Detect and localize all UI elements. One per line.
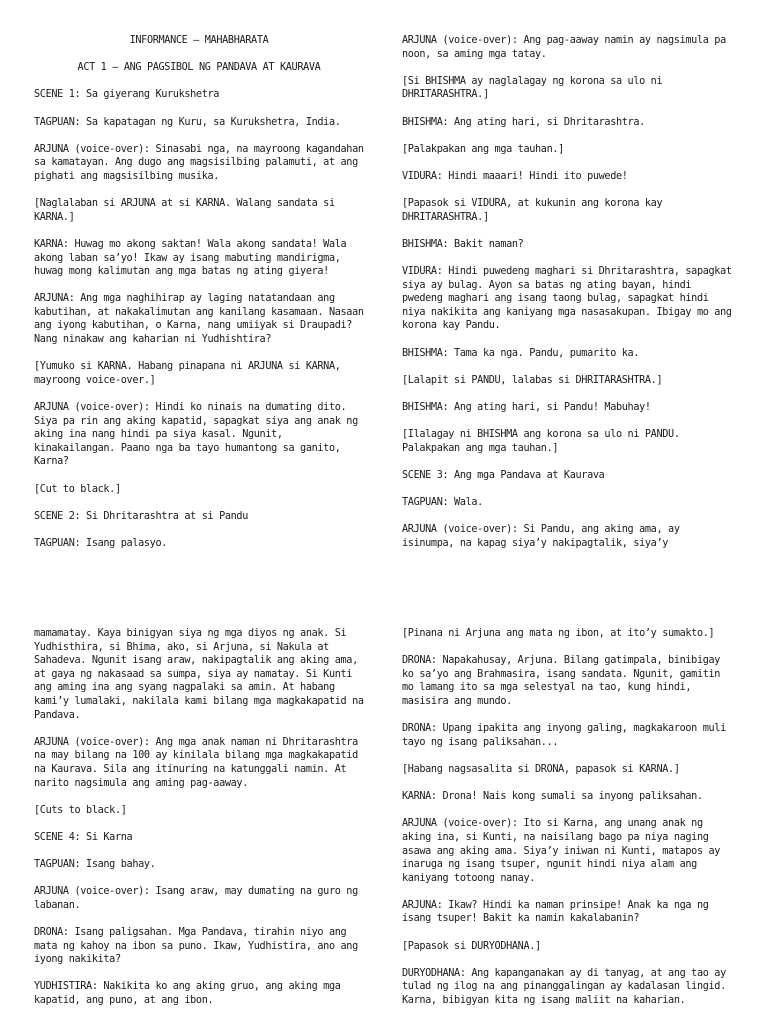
dialogue-paragraph: DRONA: Isang paligsahan. Mga Pandava, tirahin niyo ang mata ng kahoy na ibon sa puno. Ikaw, Yudhistira, ano ang iyong nakikita? bbox=[34, 927, 364, 966]
stage-direction: [Cut to black.] bbox=[34, 483, 121, 495]
dialogue-paragraph: KARNA: Huwag mo akong saktan! Wala akong sandata! Wala akong laban sa’yo! Ikaw ay isang mabuting mandirigma, huwag mong kalimutan ang mga batas ng ating giyera! bbox=[34, 238, 353, 278]
scene-heading: SCENE 3: Ang mga Pandava at Kaurava bbox=[402, 470, 605, 481]
stage-direction: [Naglalaban si ARJUNA at si KARNA. Walang sandata si KARNA.] bbox=[34, 198, 341, 223]
setting-line: TAGPUAN: Isang bahay. bbox=[34, 859, 156, 871]
stage-direction: [Si BHISHMA ay naglalagay ng korona sa ulo ni DHRITARASHTRA.] bbox=[402, 75, 669, 101]
dialogue-paragraph: DURYODHANA: Ang kapanganakan ay di tanyag, at ang tao ay tulad ng ilog na ang pinanggalingan ay kadalasan lingid. Karna, bibigyan kita ng isang maliit na kaharian. bbox=[402, 967, 732, 1007]
scene-heading: SCENE 1: Sa giyerang Kurukshetra bbox=[34, 89, 220, 101]
dialogue-paragraph: BHISHMA: Tama ka nga. Pandu, pumarito ka. bbox=[402, 347, 640, 359]
stage-direction: [Yumuko si KARNA. Habang pinapana ni ARJUNA si KARNA, mayroong voice-over.] bbox=[34, 361, 347, 386]
stage-direction: [Cuts to black.] bbox=[34, 804, 127, 816]
page-2-column-left bbox=[34, 627, 370, 1021]
dialogue-paragraph: VIDURA: Hindi puwedeng maghari si Dhritarashtra, sapagkat siya ay bulag. Ayon sa batas ng ating bayan, hindi pwedeng maghari ang isang taong bulag, sapagkat hindi niya nakikita ang kaniyang mga nasasakupan. Ibigay mo ang korona kay Pandu. bbox=[402, 266, 738, 332]
dialogue-paragraph: YUDHISTIRA: Nakikita ko ang aking gruo, ang aking mga kapatid, ang puno, at ang ibon. bbox=[34, 981, 347, 1007]
dialogue-paragraph: DRONA: Napakahusay, Arjuna. Bilang gatimpala, binibigay ko sa’yo ang Brahmasira, isang sandata. Ngunit, gamitin mo lamang ito sa mga selestyal na tao, kung hindi, masisira ang mundo. bbox=[402, 655, 726, 707]
stage-direction: [Palakpakan ang mga tauhan.] bbox=[402, 143, 564, 155]
dialogue-paragraph: VIDURA: Hindi maaari! Hindi ito puwede! bbox=[402, 170, 628, 182]
dialogue-paragraph: ARJUNA (voice-over): Si Pandu, ang aking ama, ay isinumpa, na kapag siya’y nakipagtalik, siya’y bbox=[402, 524, 686, 549]
page-2-column-right bbox=[402, 627, 732, 1021]
stage-direction: [Lalapit si PANDU, lalabas si DHRITARASHTRA.] bbox=[402, 374, 663, 386]
dialogue-paragraph: ARJUNA (voice-over): Isang araw, may dumating na guro ng labanan. bbox=[34, 886, 364, 911]
dialogue-paragraph: ARJUNA (voice-over): Hindi ko ninais na dumating dito. Siya pa rin ang aking kapatid, sapagkat siya ang anak ng aking ina nang hindi pa siya kasal. Ngunit, kinakailangan. Paano nga ba tayo humantong sa ganito, Karna? bbox=[34, 402, 364, 468]
setting-line: TAGPUAN: Sa kapatagan ng Kuru, sa Kurukshetra, India. bbox=[34, 116, 341, 128]
scene-heading: SCENE 4: Si Karna bbox=[34, 831, 133, 843]
setting-line: TAGPUAN: Isang palasyo. bbox=[34, 537, 168, 549]
act-heading: ACT 1 – ANG PAGSIBOL NG PANDAVA AT KAURAVA bbox=[77, 62, 321, 74]
stage-direction: [Papasok si DURYODHANA.] bbox=[402, 940, 541, 952]
page-break bbox=[0, 596, 768, 610]
dialogue-paragraph: ARJUNA: Ikaw? Hindi ka naman prinsipe! Anak ka nga ng isang tsuper! Bakit ka namin kakalabanin? bbox=[402, 899, 715, 925]
scene-heading: SCENE 2: Si Dhritarashtra at si Pandu bbox=[34, 510, 248, 522]
dialogue-paragraph: mamamatay. Kaya binigyan siya ng mga diyos ng anak. Si Yudhisthira, si Bhima, ako, si Arjuna, si Nakula at Sahadeva. Ngunit isang araw, nakipagtalik ang aking ama, at gaya ng nakasaad sa sumpa, siya ay namatay. Si Kunti ang aming ina ang syang nagpalaki sa amin. At habang kami’y lumalaki, nakilala kami bilang mga magkakapatid na Pandava. bbox=[34, 628, 370, 721]
dialogue-paragraph: ARJUNA (voice-over): Sinasabi nga, na mayroong kagandahan sa kamatayan. Ang dugo ang magsisilbing palamuti, at ang pighati ang magsisilbing musika. bbox=[34, 143, 370, 182]
document-title: INFORMANCE – MAHABHARATA bbox=[129, 35, 269, 46]
dialogue-paragraph: DRONA: Upang ipakita ang inyong galing, magkakaroon muli tayo ng isang paliksahan... bbox=[402, 723, 732, 748]
dialogue-paragraph: ARJUNA (voice-over): Ito si Karna, ang unang anak ng aking ina, si Kunti, na naisilang bago pa niya naging asawa ang aking ama. Siya’y iniwan ni Kunti, matapos ay inaruga ng isang tsuper, ngunit hindi niya alam ang kaniyang totoong nanay. bbox=[402, 818, 726, 884]
dialogue-paragraph: ARJUNA: Ang mga naghihirap ay laging natatandaan ang kabutihan, at nakakalimutan ang kanilang kasamaan. Nasaan ang iyong kabutihan, o Karna, nang umiiyak si Draupadi? Nang ninakaw ang kaharian ni Yudhishtira? bbox=[34, 293, 370, 346]
dialogue-paragraph: BHISHMA: Ang ating hari, si Dhritarashtra. bbox=[402, 116, 645, 128]
dialogue-paragraph: KARNA: Drona! Nais kong sumali sa inyong paliksahan. bbox=[402, 791, 703, 803]
stage-direction: [Pinana ni Arjuna ang mata ng ibon, at ito’y sumakto.] bbox=[402, 628, 715, 639]
stage-direction: [Ilalagay ni BHISHMA ang korona sa ulo ni PANDU. Palakpakan ang mga tauhan.] bbox=[402, 429, 686, 454]
dialogue-paragraph: ARJUNA (voice-over): Ang pag-aaway namin ay nagsimula pa noon, sa aming mga tatay. bbox=[402, 35, 732, 60]
stage-direction: [Habang nagsasalita si DRONA, papasok si KARNA.] bbox=[402, 763, 680, 775]
dialogue-paragraph: BHISHMA: Ang ating hari, si Pandu! Mabuhay! bbox=[402, 402, 651, 414]
setting-line: TAGPUAN: Wala. bbox=[402, 497, 483, 509]
stage-direction: [Papasok si VIDURA, at kukunin ang korona kay DHRITARASHTRA.] bbox=[402, 198, 669, 223]
dialogue-paragraph: BHISHMA: Bakit naman? bbox=[402, 238, 524, 250]
page-1-column-right bbox=[402, 34, 738, 564]
dialogue-paragraph: ARJUNA (voice-over): Ang mga anak naman ni Dhritarashtra na may bilang na 100 ay kinilala bilang mga magkakapatid na Kaurava. Sila ang itinuring na katunggali namin. At narito nagsimula ang aming pag-aaway. bbox=[34, 736, 364, 789]
page-1-column-left bbox=[34, 34, 370, 564]
